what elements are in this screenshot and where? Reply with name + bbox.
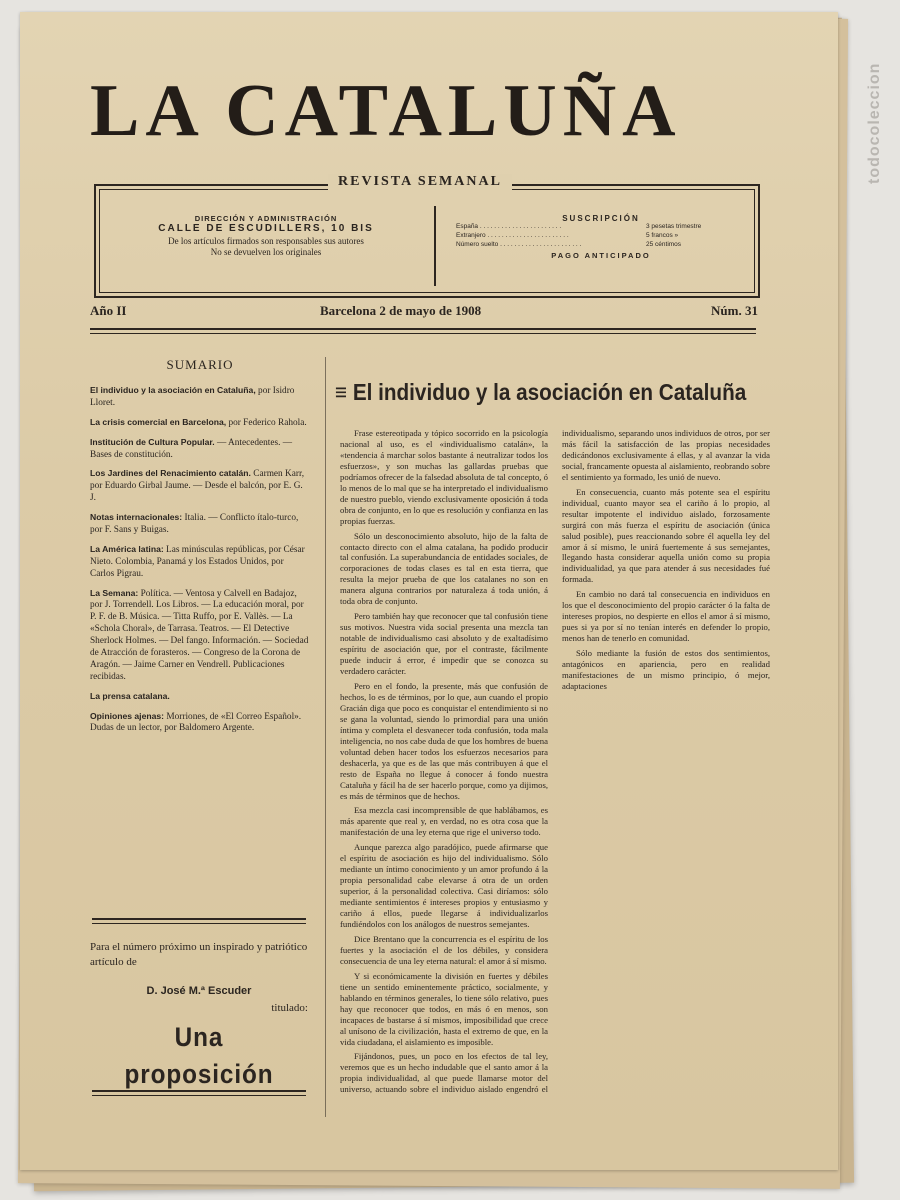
article-paragraph: Pero también hay que reconocer que tal confusión tiene sus motivos. Nuestra vida social presenta una mezcla tan notable de individualismo casi absoluto y de exaltadísimo espíritu de asociación que, por el contraste, fácilmente puede inducir á error, é impedir que se conozca su verdadero carácter. [340, 611, 548, 677]
masthead-subtitle: REVISTA SEMANAL [328, 174, 512, 190]
issue-number: Núm. 31 [711, 303, 758, 318]
dateline [90, 303, 758, 323]
dateline-rule-thin [90, 333, 756, 334]
article-title: ≡ El individuo y la asociación en Cataluña [335, 379, 747, 405]
sumario-item [90, 544, 310, 581]
notice-author: D. José M.ª Escuder [146, 984, 252, 997]
suscripcion-pago: PAGO ANTICIPADO [551, 251, 651, 261]
sumario-item-rest: Política. — Ventosa y Calvell en Badajoz, por J. Torrendell. Los Libros. — La educación moral, por P. F. de B. Música. — Titta Ruffo, por E. Vallès. — La «Schola Choral», de Tarrasa. Teatros. — El Detective Sherlock Holmes. — Del fango. Información. — Sociedad de Atracción de forasteros. — Congreso de la Corona de Aragón. — Jaime Carner en Vendrell. Publicaciones recibidas. [90, 588, 309, 682]
article-paragraph: Dice Brentano que la concurrencia es el espíritu de los fuertes y la asociación el de los débiles, y considera consecuencia de una ley eterna natural: el amor á sí mismo. [340, 933, 548, 966]
article-paragraph: Pero en el fondo, la presente, más que confusión de hechos, lo es de términos, por lo que, aun cuando el propio Gracián diga que poco es conquistar el entendimiento si no se gana la voluntad, siendo lo primordial para una unión íntima y completa el desvanecer toda confusión, toda mala inteligencia, no nos cabe duda de que los hombres de buena voluntad deben hacer todos los esfuerzos necesarios para deshacerla, ya que es de las que más contribuyen á que el resto de España no llegue á conocer á fondo nuestra Cataluña y fácil ha de ser hacerlo porque, como ya dijimos, es más de términos que de hechos. [340, 680, 548, 801]
sumario-item-rest: Italia. — Conflicto ítalo-turco, por F. Sans y Buigas. [90, 513, 299, 536]
article-paragraph: Frase estereotipada y tópico socorrido en la psicología nacional al uso, es el «individualismo catalán», la «tendencia á marchar solos bastante á neutralizar todos los esfuerzos», y son muchas las gallardas pruebas que podríamos ofrecer de la falsedad absoluta de tal concepto, ó lo menos de lo mal que se ha interpretado el individualismo de nuestro pueblo, viendo exclusivamente oposición á toda obra de conjunto, en lo que es resolución y confianza en las propias fuerzas. [340, 428, 548, 526]
suscripcion-title: SUSCRIPCIÓN [562, 214, 640, 223]
notice-rule-bottom-thin [92, 1095, 306, 1096]
direccion-address: CALLE DE ESCUDILLERS, 10 BIS [158, 223, 374, 235]
suscripcion-row [456, 223, 746, 232]
suscripcion-value: 3 pesetas trimestre [646, 223, 702, 230]
sumario-title: SUMARIO [166, 357, 234, 372]
suscripcion-block [456, 214, 746, 260]
article-paragraph: Sólo un desconocimiento absoluto, hijo de la falta de contacto directo con el alma catalana, ha podido producir tal confusión. La superabundancia de entidades sociales, de corporaciones de todas clases es tal en esta tierra, que resulta la mejor prueba de que los catalanes no son en manera alguna contrarios por naturaleza á toda unión, á toda obra de conjunto. [340, 530, 548, 607]
column-separator [325, 357, 326, 1117]
notice-rule-top [92, 918, 306, 920]
notice-titulado: titulado: [271, 1001, 308, 1014]
sumario-item [90, 468, 310, 505]
suscripcion-label: España . . . [456, 223, 636, 232]
issue-date: Barcelona 2 de mayo de 1908 [320, 303, 482, 318]
sumario-column [90, 357, 310, 742]
sumario-item-head: Opiniones ajenas: [90, 710, 165, 721]
sumario-item-head: El individuo y la asociación en Cataluña, [90, 385, 256, 395]
direccion-responsibility: De los artículos firmados son responsables sus autores [168, 235, 364, 246]
sumario-item-rest: por Isidro Lloret. [90, 386, 295, 408]
sumario-item-head: La Semana: [90, 587, 139, 598]
sumario-item-head: Institución de Cultura Popular. [90, 436, 215, 447]
dateline-rule-thick [90, 328, 756, 330]
sumario-item-head: La crisis comercial en Barcelona, [90, 416, 227, 427]
notice-rule-bottom [92, 1090, 306, 1092]
next-issue-notice [90, 940, 308, 1092]
sumario-item-rest: Morriones, de «El Correo Español». Dudas de un lector, por Baldomero Argente. [90, 711, 302, 734]
sumario-item-rest: por Federico Rahola. [226, 417, 307, 428]
sumario-item-head: Los Jardines del Renacimiento catalán. [90, 468, 251, 479]
suscripcion-value: 5 francos » [646, 231, 679, 239]
sumario-item-rest: — Antecedentes. — Bases de constitución. [90, 437, 293, 460]
issue-year: Año II [90, 303, 127, 318]
suscripcion-row [456, 232, 746, 241]
notice-rule-top-thin [92, 923, 306, 924]
sumario-item [90, 512, 310, 537]
sumario-item [90, 437, 310, 462]
article-paragraph: Sólo mediante la fusión de estos dos sentimientos, antagónicos en apariencia, pero en realidad manifestaciones de un mismo principio, ó mejor, adaptaciones [562, 648, 770, 691]
sumario-item [90, 588, 310, 684]
watermark-text: todocoleccion [866, 62, 883, 184]
article-paragraph: En consecuencia, cuanto más potente sea el espíritu individual, cuanto mayor sea el cariño á lo propio, al resultar impotente el individuo aislado, forzosamente surgirá con más fuerza el espíritu de asociación (única salud posible), pues reaccionando sobre él aquella ley del amor á sí mismo, le unirá fuertemente á sus semejantes, llegando hasta considerar aquella unión como su propia individualidad, ya que para atender á sus necesidades fué formada. [562, 486, 770, 585]
suscripcion-label: Extranjero . . . [456, 232, 636, 241]
direccion-originals: No se devuelven los originales [210, 247, 322, 258]
sumario-item-head: La prensa catalana. [90, 690, 170, 701]
notice-article-title: Una proposición [124, 1022, 274, 1089]
sumario-item-head: La América latina: [90, 543, 164, 554]
suscripcion-value: 25 céntimos [646, 240, 682, 248]
header-box [94, 174, 760, 298]
masthead-title: LA CATALUÑA [90, 70, 682, 152]
article-paragraph: Aunque parezca algo paradójico, puede afirmarse que el espíritu de asociación es hijo del individualismo. Sólo mediante un íntimo conocimiento y un amor profundo á la propia personalidad cabe elevarse á otra de un orden superior, á la personalidad colectiva. Casi diríamos: sólo mediante sentimientos é intereses propios y entusiasmo y cariño á ellos, puede llegarse á individualizarlos fundiéndolos con los análogos de nuestros semejantes. [340, 842, 548, 929]
article-body [340, 428, 770, 1098]
sumario-item-rest: Carmen Karr, por Eduardo Girbal Jaume. — Desde el balcón, por E. G. J. [90, 469, 305, 504]
sumario-item [90, 711, 310, 736]
article-paragraph: En cambio no dará tal consecuencia en individuos en los que el desconocimiento del propio carácter ó la falta de intereses propios, no despierte en ellos el amor á sí mismo, pues si ya por sí no tenían interés en defender lo propio, menos han de tenerlo en comunidad. [562, 589, 770, 644]
newspaper-page [20, 12, 838, 1170]
article-paragraph: Fijándonos, pues, un poco en los efectos de tal ley, veremos que es un hecho indudable que el santo amor á la propia individualidad, al que puede llamarse motor del universo, actuando sobre el individuo aislado engendró el individualismo, separando unos individuos de otros, por ser más fácil la satisfacción de las propias necesidades dedicándonos exclusivamente á ellas, y al avanzar la vida social, francamente opuesta al aislamiento, reobrando sobre el sentimiento ya formado, les unió de nuevo. [340, 428, 770, 1095]
header-divider [434, 206, 436, 286]
sumario-item [90, 417, 310, 430]
direccion-heading: DIRECCIÓN Y ADMINISTRACIÓN [194, 214, 338, 223]
sumario-item [90, 691, 310, 704]
notice-intro: Para el número próximo un inspirado y patriótico artículo de [90, 941, 308, 968]
suscripcion-row [456, 241, 746, 250]
sumario-list [90, 385, 310, 735]
sumario-item [90, 385, 310, 410]
article-paragraph: Esa mezcla casi incomprensible de que hablábamos, es más aparente que real y, en verdad, no es otra cosa que la manifestación de una ley eterna que rige el universo todo. [340, 805, 548, 838]
direccion-block [106, 214, 426, 258]
sumario-item-rest: Las minúsculas repúblicas, por César Nieto. Colombia, Panamá y los Estados Unidos, por Carlos Pigrau. [90, 544, 305, 579]
sumario-item-head: Notas internacionales: [90, 512, 183, 523]
article-paragraph: Y si económicamente la división en fuertes y débiles tiene un sentido eminentemente práctico, socialmente, y hablando en términos generales, lo tiene sólo relativo, pues hay que reconocer que todos, en más ó en menos, son incapaces de bastarse á sí mismos, imposibilidad que crece al unísono de la civilización, hasta el extremo de que, en la vida ciudadana, el aislamiento es imposible. [340, 970, 548, 1047]
suscripcion-label: Número suelto . . . [456, 241, 636, 250]
